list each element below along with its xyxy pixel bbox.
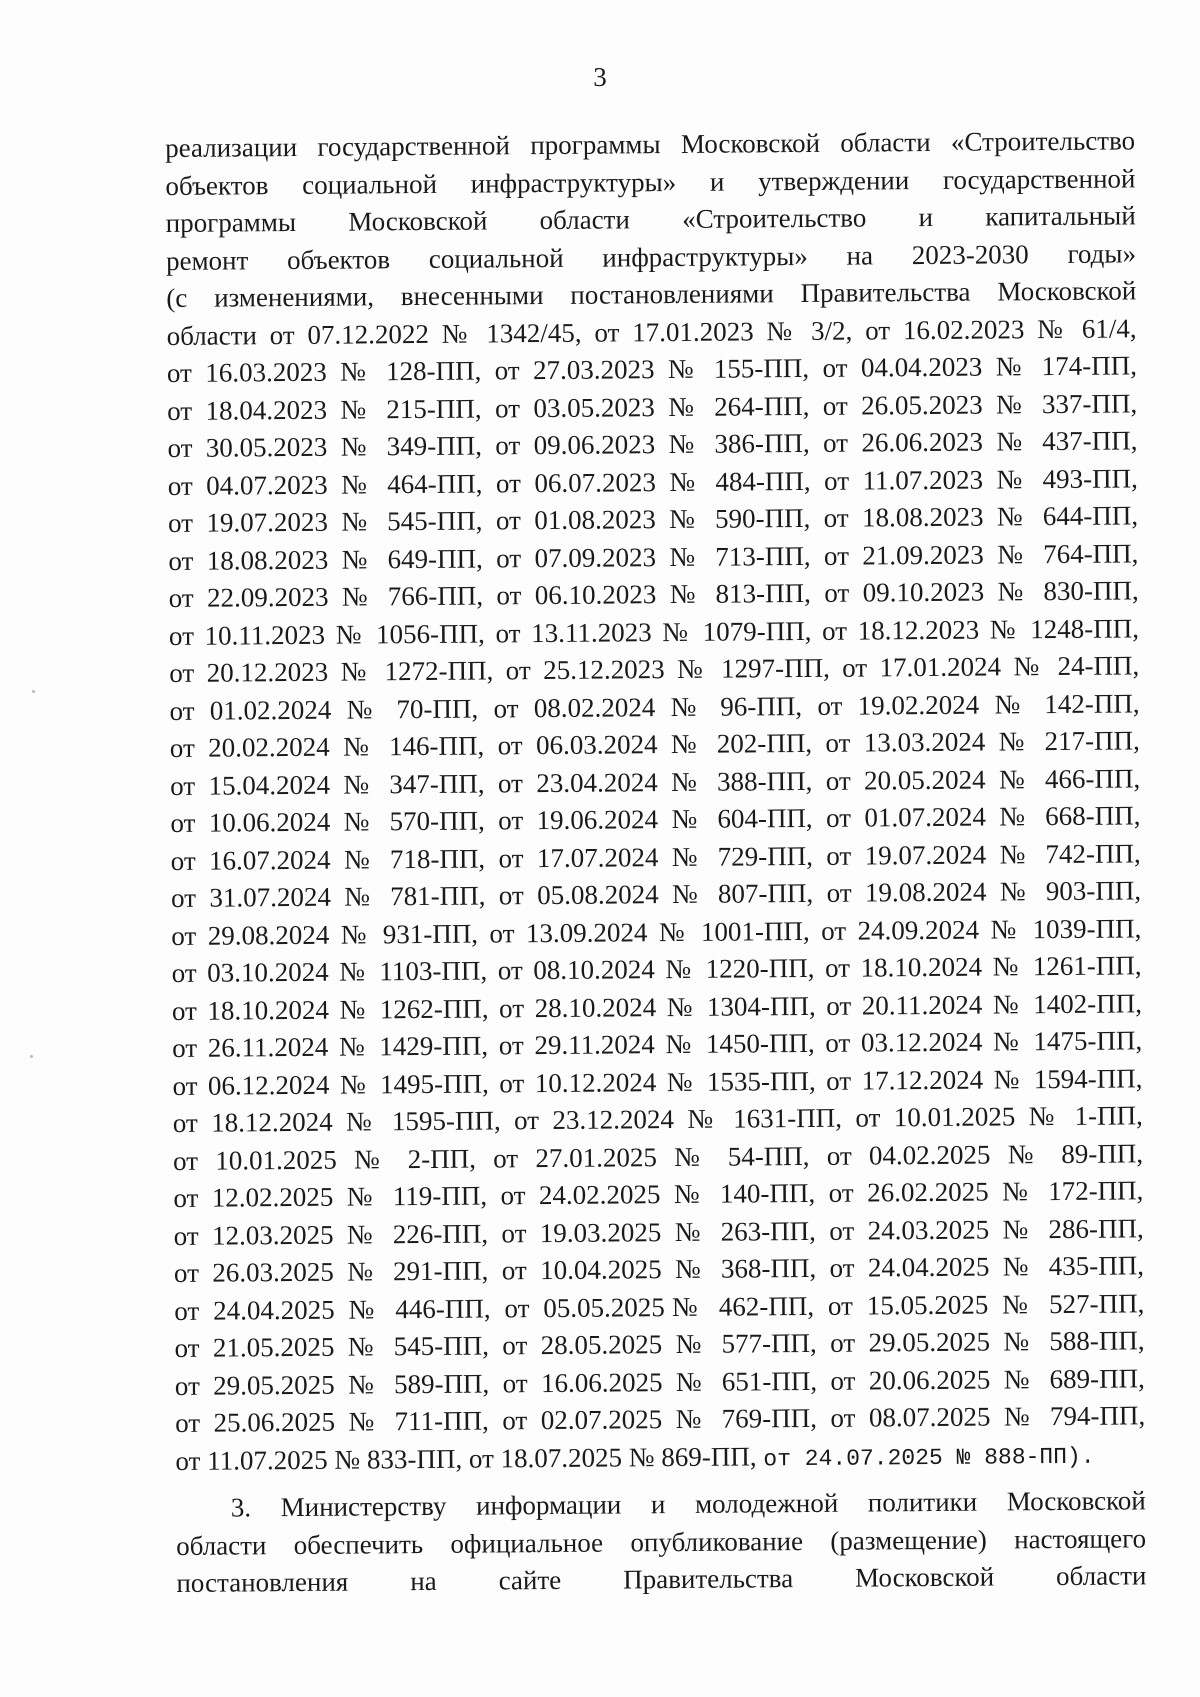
paragraph-line: области от 07.12.2022 № 1342/45, от 17.01.2023 № 3/2, от 16.02.2023 № 61/4, [166,312,1137,351]
paragraph-line: от 04.07.2023 № 464-ПП, от 06.07.2023 № 484-ПП, от 11.07.2023 № 493-ПП, [167,462,1138,501]
paragraph-line: от 06.12.2024 № 1495-ПП, от 10.12.2024 № 1535-ПП, от 17.12.2024 № 1594-ПП, [172,1062,1143,1101]
paragraph-line: от 20.12.2023 № 1272-ПП, от 25.12.2023 № 1297-ПП, от 17.01.2024 № 24-ПП, [169,650,1140,688]
paragraph-line: от 18.08.2023 № 649-ПП, от 07.09.2023 № 713-ПП, от 21.09.2023 № 764-ПП, [168,537,1139,576]
paragraph-line: реализации государственной программы Московской области «Строительство [165,125,1136,163]
paragraph-line: от 25.06.2025 № 711-ПП, от 02.07.2025 № 769-ПП, от 08.07.2025 № 794-ПП, [175,1400,1146,1438]
paragraph-line: от 20.02.2024 № 146-ПП, от 06.03.2024 № 202-ПП, от 13.03.2024 № 217-ПП, [169,725,1140,763]
paragraph-line: от 30.05.2023 № 349-ПП, от 09.06.2023 № 386-ПП, от 26.06.2023 № 437-ПП, [167,425,1138,463]
paragraph-line: от 31.07.2024 № 781-ПП, от 05.08.2024 № 807-ПП, от 19.08.2024 № 903-ПП, [170,875,1142,913]
paragraph-line: от 15.04.2024 № 347-ПП, от 23.04.2024 № 388-ПП, от 20.05.2024 № 466-ПП, [170,762,1141,801]
paragraph-line: от 01.02.2024 № 70-ПП, от 08.02.2024 № 96-ПП, от 19.02.2024 № 142-ПП, [169,687,1140,726]
paragraph-line: от 12.02.2025 № 119-ПП, от 24.02.2025 № 140-ПП, от 26.02.2025 № 172-ПП, [173,1175,1144,1213]
paragraph-line: (с изменениями, внесенными постановлениями Правительства Московской [166,275,1137,313]
paragraph-line: от 26.11.2024 № 1429-ПП, от 29.11.2024 № 1450-ПП, от 03.12.2024 № 1475-ПП, [172,1025,1143,1063]
paragraph-line: от 26.03.2025 № 291-ПП, от 10.04.2025 № 368-ПП, от 24.04.2025 № 435-ПП, [173,1250,1145,1288]
paragraph-line: объектов социальной инфраструктуры» и утверждении государственной [165,162,1136,201]
scan-speck [32,690,35,693]
paragraph-line: от 19.07.2023 № 545-ПП, от 01.08.2023 № 590-ПП, от 18.08.2023 № 644-ПП, [167,500,1139,538]
paragraph-line: постановления на сайте Правительства Московской области [176,1560,1147,1598]
paragraph-3 [176,1482,1147,1602]
paragraph-line: от 24.04.2025 № 446-ПП, от 05.05.2025№ 462-ПП, от 15.05.2025 № 527-ПП, [174,1287,1145,1326]
paragraph-line: программы Московской области «Строительство и капитальный [165,200,1136,238]
last-line-text: от 11.07.2025 № 833-ПП, от 18.07.2025 № 869-ПП, [175,1440,764,1476]
scan-speck [30,1055,33,1058]
paragraph-line: от 18.12.2024 № 1595-ПП, от 23.12.2024 № 1631-ПП, от 10.01.2025 № 1-ПП, [172,1100,1143,1138]
paragraph-line: от 16.07.2024 № 718-ПП, от 17.07.2024 № 729-ПП, от 19.07.2024 № 742-ПП, [170,837,1141,876]
paragraph-intro [165,122,1145,1442]
paragraph-line: от 18.04.2023 № 215-ПП, от 03.05.2023 № 264-ПП, от 26.05.2023 № 337-ПП, [167,387,1138,426]
paragraph-line: 3. Министерству информации и молодежной политики Московской [230,1485,1146,1523]
stamp-text: от 24.07.2025 № 888-ПП). [763,1443,1095,1472]
paragraph-line: от 29.08.2024 № 931-ПП, от 13.09.2024 № 1001-ПП, от 24.09.2024 № 1039-ПП, [171,912,1142,951]
paragraph-line: от 21.05.2025 № 545-ПП, от 28.05.2025 № 577-ПП, от 29.05.2025 № 588-ПП, [174,1325,1145,1363]
paragraph-line: от 03.10.2024 № 1103-ПП, от 08.10.2024 № 1220-ПП, от 18.10.2024 № 1261-ПП, [171,950,1142,988]
document-body [165,122,1147,1602]
paragraph-line: от 10.06.2024 № 570-ПП, от 19.06.2024 № 604-ПП, от 01.07.2024 № 668-ПП, [170,800,1141,838]
paragraph-line: от 16.03.2023 № 128-ПП, от 27.03.2023 № 155-ПП, от 04.04.2023 № 174-ПП, [166,350,1137,388]
paragraph-line: ремонт объектов социальной инфраструктуры» на 2023-2030 годы» [165,237,1137,276]
paragraph-line: области обеспечить официальное опубликование (размещение) настоящего [175,1522,1147,1561]
paragraph-line: от 29.05.2025 № 589-ПП, от 16.06.2025 № 651-ПП, от 20.06.2025 № 689-ПП, [174,1362,1145,1401]
paragraph-line: от 10.01.2025 № 2-ПП, от 27.01.2025 № 54-ПП, от 04.02.2025 № 89-ПП, [172,1137,1144,1176]
paragraph-line: от 12.03.2025 № 226-ПП, от 19.03.2025 № 263-ПП, от 24.03.2025 № 286-ПП, [173,1212,1144,1251]
paragraph-line [175,1435,1145,1480]
page-number: 3 [593,62,607,92]
paragraph-line: от 18.10.2024 № 1262-ПП, от 28.10.2024 № 1304-ПП, от 20.11.2024 № 1402-ПП, [171,987,1143,1026]
paragraph-line: от 22.09.2023 № 766-ПП, от 06.10.2023 № 813-ПП, от 09.10.2023 № 830-ПП, [168,575,1139,613]
paragraph-line: от 10.11.2023 № 1056-ПП, от 13.11.2023 № 1079-ПП, от 18.12.2023 № 1248-ПП, [168,612,1140,651]
